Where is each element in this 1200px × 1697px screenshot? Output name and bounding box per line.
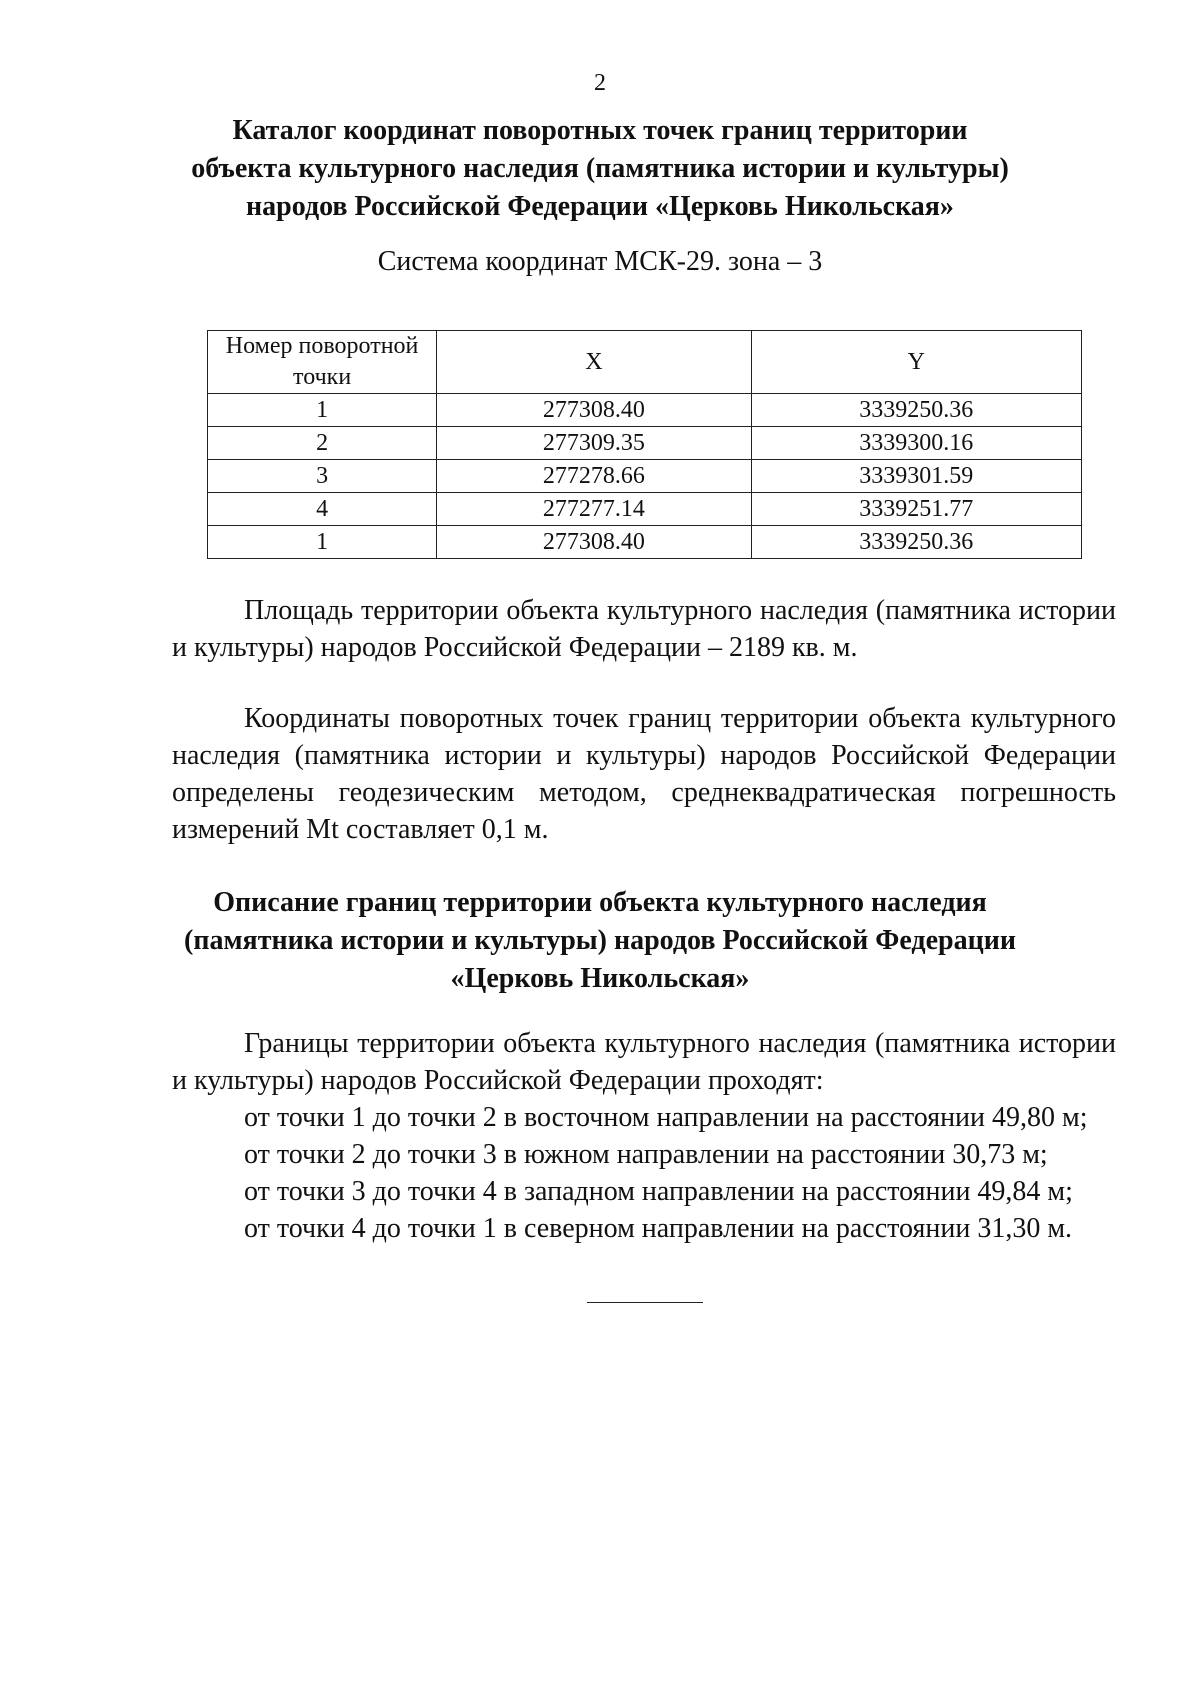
area-paragraph (172, 592, 1116, 666)
boundaries-title (130, 884, 1070, 998)
area-paragraph-text: Площадь территории объекта культурного наследия (памятника истории и культуры) народов Российской Федерации – 2189 кв. м. (172, 595, 1116, 663)
route-item: от точки 4 до точки 1 в северном направлении на расстоянии 31,30 м. (244, 1213, 1073, 1244)
table-row (208, 394, 1082, 427)
route-item: от точки 1 до точки 2 в восточном направлении на расстоянии 49,80 м; (244, 1102, 1088, 1133)
cell-x: 277277.14 (437, 493, 751, 526)
cell-y: 3339250.36 (751, 526, 1081, 559)
cell-x: 277308.40 (437, 394, 751, 427)
header-point-number: Номер поворотной точки (208, 331, 437, 394)
header-x: X (437, 331, 751, 394)
cell-y: 3339250.36 (751, 394, 1081, 427)
cell-point: 1 (208, 526, 437, 559)
cell-point: 2 (208, 427, 437, 460)
route-list (244, 1099, 1144, 1247)
cell-x: 277309.35 (437, 427, 751, 460)
boundaries-title-line-2: (памятника истории и культуры) народов Российской Федерации (184, 925, 1016, 956)
table-row (208, 526, 1082, 559)
boundaries-intro-text: Границы территории объекта культурного наследия (памятника истории и культуры) народов Российской Федерации проходят: (172, 1028, 1116, 1096)
method-paragraph (172, 700, 1116, 848)
table-row (208, 427, 1082, 460)
table-header-row (208, 331, 1082, 394)
page-number: 2 (594, 70, 606, 96)
end-divider (587, 1302, 703, 1303)
catalog-title (130, 112, 1070, 226)
catalog-title-line-1: Каталог координат поворотных точек границ территории (232, 115, 968, 146)
boundaries-title-line-1: Описание границ территории объекта культурного наследия (213, 887, 987, 918)
cell-y: 3339300.16 (751, 427, 1081, 460)
route-item: от точки 3 до точки 4 в западном направлении на расстоянии 49,84 м; (244, 1176, 1073, 1207)
cell-point: 1 (208, 394, 437, 427)
method-paragraph-text: Координаты поворотных точек границ территории объекта культурного наследия (памятника истории и культуры) народов Российской Федерации определены геодезическим методом, среднеквадратическая погрешность измерений Mt составляет 0,1 м. (172, 703, 1116, 845)
catalog-title-line-3: народов Российской Федерации «Церковь Никольская» (246, 191, 954, 222)
header-y: Y (751, 331, 1081, 394)
route-item: от точки 2 до точки 3 в южном направлении на расстоянии 30,73 м; (244, 1139, 1048, 1170)
cell-x: 277308.40 (437, 526, 751, 559)
boundaries-intro (172, 1025, 1116, 1099)
cell-y: 3339301.59 (751, 460, 1081, 493)
boundaries-title-line-3: «Церковь Никольская» (450, 963, 750, 994)
catalog-title-line-2: объекта культурного наследия (памятника истории и культуры) (191, 153, 1009, 184)
cell-x: 277278.66 (437, 460, 751, 493)
coordinates-table (207, 330, 1082, 559)
coordinate-system-label: Система координат МСК-29. зона – 3 (377, 246, 823, 277)
cell-y: 3339251.77 (751, 493, 1081, 526)
cell-point: 4 (208, 493, 437, 526)
table-row (208, 493, 1082, 526)
cell-point: 3 (208, 460, 437, 493)
table-row (208, 460, 1082, 493)
